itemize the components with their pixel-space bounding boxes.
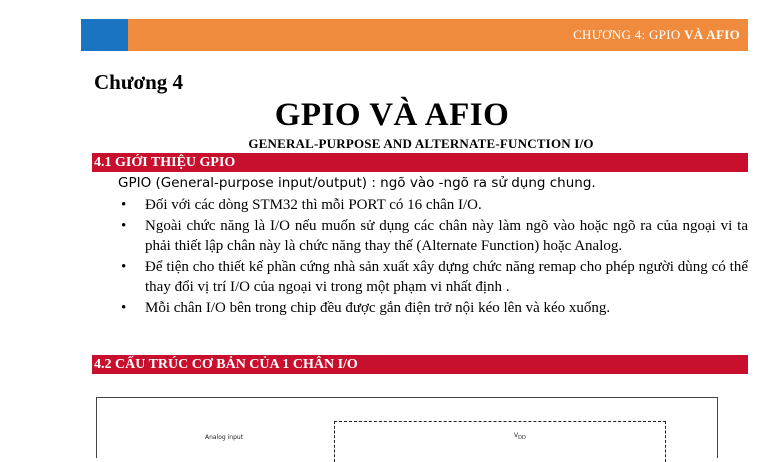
io-diagram-dashed-region	[334, 421, 666, 462]
diagram-label-vdd-main: V	[514, 432, 519, 439]
header-chapter-text	[573, 27, 740, 43]
intro-paragraph: GPIO (General-purpose input/output) : ngõ vào -ngõ ra sử dụng chung.	[118, 175, 596, 191]
bullet-icon: •	[121, 300, 127, 316]
list-item	[118, 216, 748, 256]
header-chapter-suffix: VÀ AFIO	[684, 27, 740, 42]
page-title: GPIO VÀ AFIO	[274, 97, 510, 133]
list-item	[118, 298, 748, 318]
diagram-label-vdd	[514, 432, 526, 441]
header-accent-block	[81, 19, 128, 51]
bullet-icon: •	[121, 218, 127, 234]
diagram-label-vdd-sub: DD	[518, 435, 526, 442]
bullet-icon: •	[121, 259, 127, 275]
page-subtitle: GENERAL-PURPOSE AND ALTERNATE-FUNCTION I/O	[248, 136, 594, 151]
header-chapter-prefix: CHƯƠNG 4: GPIO	[573, 27, 685, 42]
chapter-label: Chương 4	[94, 70, 184, 94]
bullet-icon: •	[121, 197, 127, 213]
chapter-header-bar	[81, 19, 748, 51]
list-item-text: Ngoài chức năng là I/O nếu muốn sử dụng các chân này làm ngõ vào hoặc ngõ ra của ngoại vi ta phải thiết lập chân này là chức năng thay thế (Alternate Function) hoặc Analog.	[145, 218, 748, 254]
diagram-label-analog-input: Analog input	[205, 434, 244, 441]
list-item	[118, 257, 748, 297]
list-item-text: Để tiện cho thiết kế phần cứng nhà sản xuất xây dựng chức năng remap cho phép người dùng có thể thay đổi vị trí I/O của ngoại vi trong một phạm vi nhất định .	[145, 259, 748, 295]
list-item-text: Đối với các dòng STM32 thì mỗi PORT có 16 chân I/O.	[145, 197, 482, 213]
section-heading-io-structure: 4.2 CẤU TRÚC CƠ BẢN CỦA 1 CHÂN I/O	[92, 355, 748, 374]
list-item-text: Mỗi chân I/O bên trong chip đều được gắn điện trở nội kéo lên và kéo xuống.	[145, 300, 611, 316]
bullet-list	[118, 195, 748, 319]
list-item	[118, 195, 748, 215]
section-heading-gpio-intro: 4.1 GIỚI THIỆU GPIO	[92, 153, 748, 172]
